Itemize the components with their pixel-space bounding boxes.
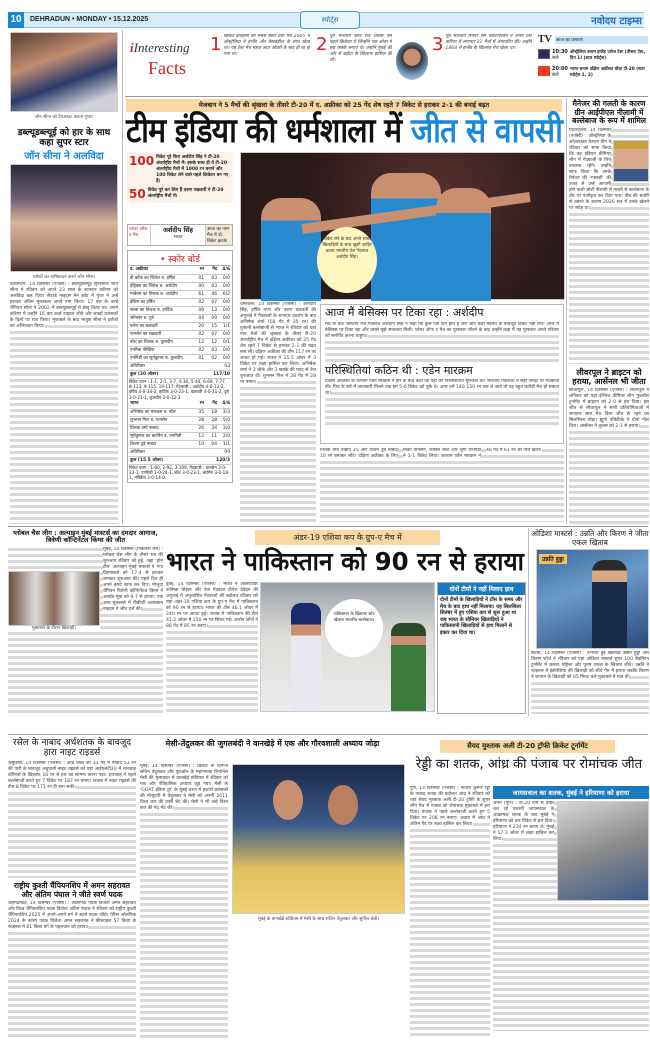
stat-number: 50 bbox=[129, 187, 146, 201]
u19-match-photo bbox=[260, 582, 435, 712]
scoreboard-cell: भारत bbox=[129, 400, 192, 408]
scoreboard-row bbox=[129, 416, 231, 424]
scoreboard-cell: 3/0 bbox=[218, 424, 231, 432]
scoreboard-cell: फरेरा का चक्रवर्ती bbox=[129, 322, 192, 330]
newspaper-logo: नवोदय टाइम्स bbox=[591, 16, 642, 27]
quote-text: दक्षिण अफ्रीका के कप्तान एडेन मारक्रम ने हार के बाद कहा कि यहां की परिस्थितियां मुश्किल थीं। भारतीय गेंदबाजों ने सही जगहों पर गेंदबाजी की। पिच के बारे में जानकारी मिलने तक हम 5-6 विकेट खो चुके थे। अगर हमें 140-150 रन तक ले जाते तो यह बहुत करीबी मैच हो सकता था। bbox=[325, 379, 559, 397]
article-body: पुणे, 14 दिसम्बर (एजेंसी) : नीतीश कुमार रेड्डी के नाबाद शतक की बदौलत आंध्र ने रविवार को यहां सैयद मुश्ताक अली टी-20 ट्रॉफी के सुपर लीग मैच में पंजाब को रोमांचक मुकाबले में हरा दिया। पंजाब ने पहले बल्लेबाजी करते हुए 5 विकेट पर 208 रन बनाए। जवाब में आंध्र ने अंतिम गेंद पर लक्ष्य हासिल कर लिया। bbox=[410, 786, 490, 1038]
scoreboard-row bbox=[129, 338, 231, 346]
scoreboard-row bbox=[129, 362, 231, 370]
scoreboard-cell: 02 bbox=[192, 298, 205, 306]
scoreboard-row bbox=[129, 448, 231, 456]
facts-title-1: Interesting bbox=[133, 40, 190, 55]
right-column bbox=[569, 100, 649, 524]
smat-headline bbox=[410, 758, 648, 773]
fact-text: पूर्व भारतीय स्पिनर एस वेंकटराघवन ने अपने टेस्ट करियर में लगातार 21 मैचों में अंपायरिंग की। उन्होंने 1864 में इंग्लैंड के खिलाफ मैच खेला था। bbox=[445, 34, 532, 51]
scoreboard-cell: 09 bbox=[192, 306, 205, 314]
tv-box bbox=[538, 34, 648, 94]
cameron-green-photo bbox=[613, 140, 649, 182]
scoreboard-cell: 12 bbox=[192, 338, 205, 346]
scoreboard-row bbox=[129, 400, 231, 408]
divider bbox=[8, 526, 648, 527]
fact-number: 1 bbox=[210, 34, 222, 55]
headline: मैनेजर की गलती के कारण ग्रीन आईपीएल नीलामी में बल्लेबाज के रूप में शामिल bbox=[572, 99, 646, 126]
scoreboard-cell: 28 bbox=[192, 416, 205, 424]
russell-story bbox=[8, 738, 136, 878]
scoreboard-cell: 00 bbox=[192, 282, 205, 290]
scoreboard-cell: एनरिक नॉर्खिया bbox=[129, 346, 192, 354]
photo-caption: मुकाबले के दौरान खिलाड़ी। bbox=[31, 625, 77, 631]
scoreboard-cell: सूर्यकुमार का बार्टमैन ब. एनगिडी bbox=[129, 432, 192, 440]
chess-story bbox=[8, 530, 163, 714]
scoreboard-row bbox=[129, 266, 231, 274]
scoreboard-cell: 12 bbox=[205, 338, 218, 346]
scoreboard-cell: 0/0 bbox=[218, 274, 231, 282]
scoreboard-cell: 03 bbox=[192, 362, 231, 370]
fact-number: 3 bbox=[432, 34, 444, 55]
quote-text: मैच के बाद भारतीय तेज गेंदबाज अर्शदीप सिंह ने कहा कि कुछ ऐसे दिन होते हैं जब आप कड़ी मेहनत के बावजूद विकेट नहीं लेते। आज मैं बेसिक्स पर टिका रहा और उससे मुझे सफलता मिली। प्लेयर ऑफ द मैच का पुरस्कार जीतने के बाद उन्होंने कहा मैं यह पुरस्कार अपने परिवार को समर्पित करना चाहूंगा। bbox=[325, 321, 559, 339]
pom-country: भारत bbox=[173, 235, 183, 240]
scoreboard-cell: 02 bbox=[205, 354, 218, 362]
divider bbox=[122, 30, 123, 524]
scoreboard-cell: 3/3 bbox=[218, 408, 231, 416]
scoreboard-cell: 09 bbox=[192, 448, 231, 456]
smat-kicker bbox=[440, 740, 615, 753]
fact-text: क्रिकेट इतिहास का सबसे छोटा टेस्ट मैच 2005 में ऑस्ट्रेलिया ने इंग्लैंड और वेस्टइंडीज के साथ खेला था। यह टेस्ट मैच महज़ आठ ओवरों के बाद ही रद्द हो गया था। bbox=[223, 34, 310, 57]
john-cena-photo bbox=[10, 164, 118, 272]
scoreboard-row bbox=[129, 354, 231, 362]
scoreboard-cell: शिवम दुबे नाबाद bbox=[129, 440, 192, 448]
scoreboard-cell: 6/2 bbox=[218, 290, 231, 298]
scoreboard-cell: 0/1 bbox=[218, 338, 231, 346]
badminton-photo bbox=[536, 549, 649, 649]
scoreboard-cell: 03 bbox=[205, 274, 218, 282]
scoreboard-cell: एनगिडी का सूर्यकुमार ब. कुलदीप bbox=[129, 354, 192, 362]
smat-headline-text: रेड्डी का शतक, आंध्र की पंजाब पर रोमांचक जीत bbox=[415, 757, 643, 772]
scoreboard-cell: 13 bbox=[205, 306, 218, 314]
box-title: दोनों टीमों ने नहीं मिलाए हाथ bbox=[438, 583, 525, 595]
scoreboard-cell: 07 bbox=[205, 298, 218, 306]
headline: ग्लोबल चैस लीग : अल्पाइन मुंबई मास्टर्स का दमदार आगाज, त्रिवेणी कॉन्टिनेंटल किंग्स की जीत bbox=[13, 529, 158, 545]
headline: डब्ल्यूडब्ल्यूई को हार के साथ कहा सुपर स्टार bbox=[17, 128, 111, 149]
photo-caption: पाकिस्तान के खिलाफ शॉट खेलता भारतीय बल्लेबाज। bbox=[325, 599, 383, 657]
scoreboard-row bbox=[129, 408, 231, 416]
scoreboard-cell: 20 bbox=[192, 322, 205, 330]
stat-text: विकेट पूरे किए अर्शदीप सिंह ने टी-20 अंतर्राष्ट्रीय मैचों में। इसके साथ ही वे टी-20 अंतर्राष्ट्रीय मैचों में 1000 रन बनाने और 100 विकेट लेने वाले पहले क्रिकेटर बन गए हैं। bbox=[156, 155, 229, 184]
main-headline bbox=[126, 112, 564, 151]
u19-kicker bbox=[255, 530, 440, 545]
scoreboard-cell: 03 bbox=[205, 282, 218, 290]
quote-headline: आज मैं बेसिक्स पर टिका रहा : अर्शदीप bbox=[325, 306, 484, 319]
scoreboard-cell: 07 bbox=[205, 330, 218, 338]
scoreboard-cell: रन bbox=[192, 266, 205, 274]
scoreboard-cell: 0/0 bbox=[218, 298, 231, 306]
scoreboard-cell: 34 bbox=[205, 424, 218, 432]
divider bbox=[566, 98, 567, 524]
scoreboard-cell: रन bbox=[192, 400, 205, 408]
main-photo bbox=[240, 152, 565, 300]
scoreboard-cell: अभिषेक का मारक्रम ब. बॉश bbox=[129, 408, 192, 416]
divider bbox=[528, 528, 529, 716]
scoreboard-cell: गेंद bbox=[205, 266, 218, 274]
scoreboard-row bbox=[129, 274, 231, 282]
scoreboard-row bbox=[129, 432, 231, 440]
article-body: लीवरपूल, 14 दिसम्बर (एजेंसी) : लीवरपूल ने शनिवार को यहां इंग्लिश प्रीमियर लीग फुटबॉल टूर्नामेंट में ब्राइटन को 2-0 से हरा दिया। इस जीत से लीवरपूल ने सभी प्रतियोगिताओं में लगातार सात मैच बिना जीत के रहने का सिलसिला तोड़ा। ह्यूगो एकिटिके ने दोनों गोल किए। आर्सेनल ने वूल्व्स को 2-1 से हराया। bbox=[569, 388, 649, 524]
sa-fall-of-wickets: विकेट पतन : 1-1, 2-1, 3-7, 4-30, 5-44, 6-69, 7-77, 8-113, 9-115, 10-117. गेंदबाजी : अर्शदीप 4-0-13-2, हर्षित 4-0-34-2, हार्दिक 3-0-23-1, चक्रवर्ती 4-0-11-2, दुबे 3-0-21-1, कुलदीप 2-0-12-2. bbox=[129, 378, 229, 400]
scoreboard-row bbox=[129, 346, 231, 354]
player-of-match bbox=[127, 224, 233, 246]
photo-caption: विकेट लेने के बाद अपने साथी खिलाड़ियों के साथ खुशी ज़ाहिर करता भारतीय तेज गेंदबाज अर्शदीप सिंह। bbox=[317, 227, 377, 293]
scoreboard-cell: बॉश का तिलक ब. कुलदीप bbox=[129, 338, 192, 346]
photo-caption: जॉन सीना को टैपआउट करता गुंथर। bbox=[34, 115, 94, 120]
scoreboard-cell: तिलक वर्मा नाबाद bbox=[129, 424, 192, 432]
wrestling-story bbox=[8, 882, 136, 1038]
quote-headline: परिस्थितियां कठिन थी : एडेन मारक्रम bbox=[325, 363, 473, 377]
tv-icon bbox=[538, 66, 550, 76]
article-body: अहमदाबाद, 14 दिसम्बर (एजेंसी) : ओलंपिक पदक विजेता अमन सहरावत और विश्व चैंपियनशिप पदक विजेता अंतिम पंघाल ने रविवार को राष्ट्रीय कुश्ती चैंपियनशिप 2025 में अपने-अपने वर्ग में स्वर्ण पदक जीते। पेरिस ओलंपिक 2024 के कांस्य पदक विजेता अमन सहरावत ने फ्रीस्टाइल 57 किग्रा के फाइनल में 61 किग्रा वर्ग के पहलवान को हराया। bbox=[8, 901, 136, 1038]
arshdeep-quote-box bbox=[320, 304, 564, 444]
jaiswal-photo bbox=[557, 801, 649, 901]
article-body: तिलक वर्मा नाबाद 25 और शिवम दुबे नाबाद 10 रन बनाकर लौटे। दक्षिण अफ्रीका के लिए मार्को यानसेन, कॉर्बिन बॉश और लुंगी एनगिडी ने 1-1 विकेट लिया। कप्तान एडेन मारक्रम ने 46 गेंद में 61 रन की पारी खेली। bbox=[320, 448, 564, 522]
scoreboard-cell: 0/0 bbox=[218, 282, 231, 290]
scoreboard-cell: अतिरिक्त bbox=[129, 362, 192, 370]
u19-headline-text: भारत ने पाकिस्तान को 90 रन से हराया bbox=[166, 547, 524, 576]
fact-number: 2 bbox=[316, 34, 328, 55]
scoreboard bbox=[127, 250, 233, 483]
messi-tendulkar-photo bbox=[232, 764, 405, 914]
u19-headline bbox=[166, 548, 526, 577]
smat-kicker-text: सैयद मुश्ताक अली टी-20 ट्रॉफी क्रिकेट टूर्नामेंट bbox=[467, 742, 588, 750]
headline: रसेल के नाबाद अर्धशतक के बावजूद हारा नाइट राइडर्स bbox=[12, 738, 132, 759]
scoreboard-cell: 28 bbox=[205, 416, 218, 424]
scoreboard-cell: 0/0 bbox=[218, 354, 231, 362]
facts-title: iInteresting bbox=[130, 40, 190, 55]
scoreboard-cell: जॉनसन ब. दुबे bbox=[129, 314, 192, 322]
scoreboard-cell: 1/1 bbox=[218, 322, 231, 330]
ind-fall-of-wickets: विकेट पतन : 1-60, 2-92, 3-109. गेंदबाजी : यानसेन 3-0-23-1, एनगिडी 3-0-24-1, बॉश 3-0-23-1, बार्टमैन 3-0-18-1, नॉर्खिया 3-0-14-0. bbox=[129, 464, 230, 481]
scoreboard-cell: 09 bbox=[205, 314, 218, 322]
fact-item bbox=[210, 34, 310, 58]
scoreboard-row bbox=[129, 282, 231, 290]
box-title: जायसवाल का शतक, मुंबई ने हरियाणा को हराया bbox=[493, 786, 649, 799]
fact-item bbox=[432, 34, 532, 55]
scoreboard-cell: गेंद bbox=[205, 400, 218, 408]
scoreboard-cell: 18 bbox=[205, 408, 218, 416]
tv-icon bbox=[538, 49, 550, 59]
scoreboard-cell: 11 bbox=[205, 432, 218, 440]
headline-part: टीम इंडिया की धर्मशाला में bbox=[126, 111, 402, 151]
scoreboard-cell: 61 bbox=[192, 290, 205, 298]
scoreboard-cell: 117/10 bbox=[192, 370, 231, 378]
scoreboard-cell: 46 bbox=[205, 290, 218, 298]
article-body: मुंबई, 14 दिसम्बर (एजेंसी) : क्रिकेट के दिग्गज सचिन तेंदुलकर और फुटबॉल के महानायक लियोनेल मेसी की मुलाकात से वानखेड़े स्टेडियम में रविवार को एक और ऐतिहासिक अध्याय जुड़ गया। मेसी के 'GOAT इंडिया टूर' के मुंबई चरण में हजारों प्रशंसकों की मौजूदगी में तेंदुलकर ने मेसी को अपनी 2011 विश्व कप की जर्सी भेंट की। मेसी ने भी उन्हें विश्व कप की गेंद भेंट की। bbox=[140, 764, 228, 1038]
scoreboard-cell: 10 bbox=[192, 440, 205, 448]
scoreboard-cell: मार्करम का तिलक ब. अर्शदीप bbox=[129, 290, 192, 298]
scoreboard-cell: 26 bbox=[192, 424, 205, 432]
scoreboard-cell: 1/1 bbox=[218, 440, 231, 448]
scoreboard-cell: 0/0 bbox=[218, 346, 231, 354]
scoreboard-cell: द. अफ्रीका bbox=[129, 266, 192, 274]
scoreboard-cell: यानसेन का चक्रवर्ती bbox=[129, 330, 192, 338]
article-body: अबुधाबी, 14 दिसम्बर (एजेंसी) : आंद्रे रसेल की 33 गेंद में नाबाद 53 रन की पारी के बावजूद अबुधाबी नाइट राइडर्स को यहां आईएलटी20 में शारजाह वॉरियर्स के खिलाफ 16 रन से हार का सामना करना पड़ा। शारजाह ने पहले बल्लेबाजी करते हुए 7 विकेट पर 187 रन बनाए। जवाब में नाइट राइडर्स की टीम 8 विकेट पर 171 रन ही बना सकी। bbox=[8, 761, 136, 878]
scoreboard-row bbox=[129, 456, 231, 464]
sa-batting-table bbox=[129, 266, 231, 379]
article-body: दुबई, 14 दिसम्बर (एजेंसी) : भारत ने ऑलराउंडर कनिष्क चौहान और तेज गेंदबाज दीपेश देवेंद्रन की अगुवाई में अनुशासित गेंदबाजों की बदौलत रविवार को यहां अंडर-19 एशिया कप के ग्रुप-ए मैच में पाकिस्तान को 90 रन से हराया। भारत की टीम 46.1 ओवर में 240 रन पर आउट हुई। जवाब में पाकिस्तान की टीम 41.2 ओवर में 150 रन पर सिमट गई। आरोन जॉर्ज ने 88 गेंद में 85 रन बनाए। bbox=[166, 582, 258, 714]
box-text: अपने (पुणे) : टी-20 टीम से बाहर चल रहे यशस्वी जायसवाल के आक्रामक शतक के बाद मुंबई ने हरियाणा को चार विकेट से हरा दिया। हरियाणा ने 234 रन बनाए थे। मुंबई ने 17.3 ओवर में लक्ष्य हासिल कर लिया। bbox=[493, 801, 554, 842]
scoreboard-cell: शुभमन गिल ब. यानसेन bbox=[129, 416, 192, 424]
dateline: DEHRADUN • MONDAY • 15.12.2025 bbox=[30, 16, 149, 23]
scoreboard-row bbox=[129, 298, 231, 306]
ravi-shastri-photo bbox=[396, 42, 428, 80]
box-text: दोनों टीमों के खिलाड़ियों ने टॉस के समय और मैच के बाद हाथ नहीं मिलाया। यह सिलसिला सितंबर में हुए एशिया कप से शुरू हुआ था जब भारत के सीनियर खिलाड़ियों ने पाकिस्तानी खिलाड़ियों से हाथ मिलाने से इंकार कर दिया था। bbox=[440, 597, 523, 636]
scoreboard-cell: 5/0 bbox=[218, 416, 231, 424]
scoreboard-cell: स्टब्स का तिलक ब. हार्दिक bbox=[129, 306, 192, 314]
chess-photo-block bbox=[8, 571, 100, 632]
scoreboard-cell: डी कॉक का जितेश ब. हर्षित bbox=[129, 274, 192, 282]
article-body: पर्थ/दिल्ली, 14 दिसम्बर (एजेंसी) : ऑस्ट्रेलिया के ऑलराउंडर कैमरन ग्रीन ने रविवार को साफ किया कि वह इंडियन प्रीमियर लीग में गेंदबाजी के लिए उपलब्ध रहेंगे। उन्होंने साफ किया कि उनके मैनेजर की 'गड़बड़ी' की वजह से उन्हें आगामी होने वाली छोटी नीलामी में गलती से बल्लेबाज के तौर पर पंजीकृत कर दिया गया। पीठ की सर्जरी से उबरने के कारण 2026 सत्र में उनके खेलने पर संदेह था। bbox=[569, 128, 649, 364]
scoreboard-cell: 04 bbox=[205, 440, 218, 448]
u19-kicker-text: अंडर-19 एशिया कप के ग्रुप-ए मैच में bbox=[293, 533, 402, 542]
scoreboard-title: • स्कोर बोर्ड bbox=[129, 252, 231, 266]
scoreboard-cell: 0/0 bbox=[218, 306, 231, 314]
scoreboard-row bbox=[129, 370, 231, 378]
scoreboard-cell: 0/0 bbox=[218, 330, 231, 338]
page-number: 10 bbox=[8, 12, 24, 28]
scoreboard-cell: ब्रेविस का हर्षित bbox=[129, 298, 192, 306]
article-body: वॉशिंगटन, 14 दिसम्बर (एजेंसी) : डब्ल्यूडब्ल्यूई सुपरस्टार जॉन सीना ने रविवार को अपने 23 साल के शानदार करियर को अलविदा कह दिया। सैटरडे नाइट्स मेन इवेंट में गुंथर ने उन्हें हराकर अंतिम मुकाबला अपने नाम किया। 17 बार के वर्ल्ड चैंपियन सीना ने 2002 में डब्ल्यूडब्ल्यूई में डेब्यू किया था। अपने करियर में उन्होंने 16 बार वर्ल्ड टाइटल जीते और लाखों प्रशंसकों के दिलों पर राज किया। मुकाबले के बाद भावुक सीना ने दर्शकों का अभिवादन किया। bbox=[10, 282, 118, 524]
scoreboard-cell: 01 bbox=[192, 354, 205, 362]
tv-row: 20:00 बजे भारत बनाम दक्षिण अफ्रीका चौथा टी-20 (स्टार स्पोर्ट्स 1, 2) bbox=[538, 66, 648, 78]
tv-label: TV bbox=[538, 34, 552, 45]
scoreboard-cell: 02 bbox=[192, 330, 205, 338]
photo-caption: मुंबई के वानखेड़े स्टेडियम में मेसी के साथ सचिन तेंदुलकर और सुनील छेत्री। bbox=[258, 917, 379, 922]
messi-headline bbox=[140, 740, 405, 749]
ind-batting-table bbox=[129, 400, 231, 465]
jaiswal-box bbox=[493, 786, 649, 1038]
wrestling-photo bbox=[10, 32, 118, 112]
odisha-story bbox=[531, 530, 649, 714]
headline-highlight: जॉन सीना ने अलविदा bbox=[24, 150, 104, 162]
scoreboard-cell: 12 bbox=[192, 432, 205, 440]
main-kicker-text: मेजबान ने 5 मैचों की श्रृंखला के तीसरे टी-20 में द. अफ्रीका को 25 गेंद शेष रहते 7 विकेट से हराकर 2-1 की बनाई बढ़त bbox=[198, 101, 490, 109]
scoreboard-cell: 03 bbox=[205, 346, 218, 354]
scoreboard-row bbox=[129, 440, 231, 448]
headline-highlight: जीत से वापसी bbox=[410, 111, 562, 151]
tv-row: 10:30 बजे ऑस्ट्रेलिया बनाम इंग्लैंड एशेज टेस्ट (तीसरा टेस्ट, दिन 1) (स्टार स्पोर्ट्स) bbox=[538, 49, 648, 61]
headline: राष्ट्रीय कुश्ती चैंपियनशिप में अमन सहरावत और अंतिम पंघाल ने जीते स्वर्ण पदक bbox=[13, 881, 131, 899]
photo-label: उन्नति हुड्डा bbox=[539, 554, 567, 564]
scoreboard-cell: 04 bbox=[192, 314, 205, 322]
stat-text: विकेट पूरे कर लिए हैं वरुण चक्रवर्ती ने टी-20 अंतर्राष्ट्रीय मैचों में। bbox=[147, 188, 224, 199]
photo-caption: दर्शकों का अभिवादन करते जॉन सीना। bbox=[32, 275, 96, 281]
stats-box bbox=[127, 152, 233, 203]
scoreboard-cell: 0/0 bbox=[218, 314, 231, 322]
pom-label: प्लेयर ऑफ द मैच bbox=[129, 227, 148, 238]
article-body: धर्मशाला, 14 दिसम्बर (एजेंसी) : अर्शदीप सिंह, हर्षित राणा और वरुण चक्रवर्ती की अगुवाई में गेंदबाजों के शानदार प्रदर्शन के बाद अभिषेक शर्मा (18 गेंद में 35 रन) की तूफानी बल्लेबाजी से भारत ने रविवार को यहां पांच मैचों की श्रृंखला के तीसरे टी-20 अंतर्राष्ट्रीय मैच में दक्षिण अफ्रीका को 25 गेंद शेष रहते 7 विकेट से हराकर 2-1 की बढ़त बना ली। दक्षिण अफ्रीका की टीम 117 रन पर आउट हो गई। भारत ने 15.5 ओवर में 3 विकेट पर लक्ष्य हासिल कर लिया। अभिषेक शर्मा ने 3 चौके और 3 छक्के की मदद से तेज शुरुआत दी। शुभमन गिल ने 28 गेंद में 28 रन बनाए। bbox=[240, 302, 316, 522]
pom-note: आज का नाम मैच में दो विकेट झटके bbox=[206, 225, 232, 245]
scoreboard-cell: कुल (15.5 ओवर) bbox=[129, 456, 192, 464]
pom-name: अर्शदीप सिंह bbox=[162, 226, 193, 234]
stat-number: 100 bbox=[129, 154, 155, 168]
scoreboard-cell: 01 bbox=[192, 274, 205, 282]
scoreboard-cell: 120/3 bbox=[192, 456, 231, 464]
section-tab[interactable]: स्पोर्ट्स bbox=[300, 11, 360, 29]
handshake-box bbox=[437, 582, 526, 714]
scoreboard-cell: अतिरिक्त bbox=[129, 448, 192, 456]
divider bbox=[125, 96, 648, 97]
box-body bbox=[493, 801, 649, 1031]
tv-heading: आज का प्रसारण bbox=[555, 36, 648, 44]
scoreboard-cell: 2/0 bbox=[218, 432, 231, 440]
chess-photo bbox=[8, 571, 100, 626]
article-body: कटक, 14 दिसम्बर (एजेंसी) : उभरती हुई खिलाड़ी उन्नति हुड्डा और किरण जॉर्ज ने रविवार को यहां ओडिशा मास्टर्स सुपर 100 बैडमिंटन टूर्नामेंट में क्रमशः महिला और पुरुष एकल के खिताब जीते। उन्नति ने फाइनल में इंडोनेशिया की खिलाड़ी को सीधे गेम में हराया जबकि किरण ने जापान के खिलाड़ी को 65 मिनट चले मुकाबले में मात दी। bbox=[531, 651, 649, 714]
facts-title-2: Facts bbox=[148, 58, 186, 78]
scoreboard-cell: 4/6 bbox=[218, 266, 231, 274]
headline: ओडिशा मास्टर्स : उन्नति और किरण ने जीता एकल खिताब bbox=[531, 529, 649, 547]
divider bbox=[8, 734, 648, 735]
scoreboard-row bbox=[129, 290, 231, 298]
scoreboard-row bbox=[129, 322, 231, 330]
scoreboard-cell: हेंड्रिक्स का जितेश ब. अर्शदीप bbox=[129, 282, 192, 290]
scoreboard-cell: 4/6 bbox=[218, 400, 231, 408]
scoreboard-row bbox=[129, 424, 231, 432]
scoreboard-row bbox=[129, 330, 231, 338]
scoreboard-cell: 15 bbox=[205, 322, 218, 330]
scoreboard-cell: 35 bbox=[192, 408, 205, 416]
article-body: मुकाबले के दौरान खिलाड़ी। मुंबई, 14 दिसम्बर (निकलेश जैन) : ग्लोबल चैस लीग के तीसरे सत्र की शुरुआत रविवार को हुई, जहां 'होम टीम' अल्पाइन मुंबई मास्टर्स ने गंगा ग्रैंडमास्टर्स को 17-4 से हराकर शानदार शुरुआत की। पहले दिन ही अपने इरादे साफ कर दिए। मौजूदा चैंपियन त्रिवेणी कॉन्टिनेंटल किंग्स ने अपग्रेड मुंबा को 9-7 से हराया। एक अन्य मुकाबले में पीबीजी अलास्कन नाइट्स ने जीत दर्ज की। bbox=[8, 547, 163, 714]
scoreboard-cell: कुल (20 ओवर) bbox=[129, 370, 192, 378]
scoreboard-row bbox=[129, 314, 231, 322]
messi-headline-text: मेसी-तेंदुलकर की जुगलबंदी ने वानखेड़े में एक और गौरवशाली अध्याय जोड़ा bbox=[165, 739, 380, 748]
scoreboard-cell: 02 bbox=[192, 346, 205, 354]
left-column bbox=[10, 32, 118, 524]
scoreboard-row bbox=[129, 306, 231, 314]
fact-text: पूर्व भारतीय कोच रवि शास्त्री ऐसे पहले क्रिकेटर थे जिन्होंने एक ओवर में छह छक्के लगाए थे। उन्होंने मुंबई की ओर से बड़ौदा के खिलाफ हासिल की थी। bbox=[329, 34, 392, 63]
headline: लीवरपूल ने ब्राइटन को हराया, आर्सेनल भी जीता bbox=[572, 367, 646, 386]
fact-item bbox=[316, 34, 392, 64]
